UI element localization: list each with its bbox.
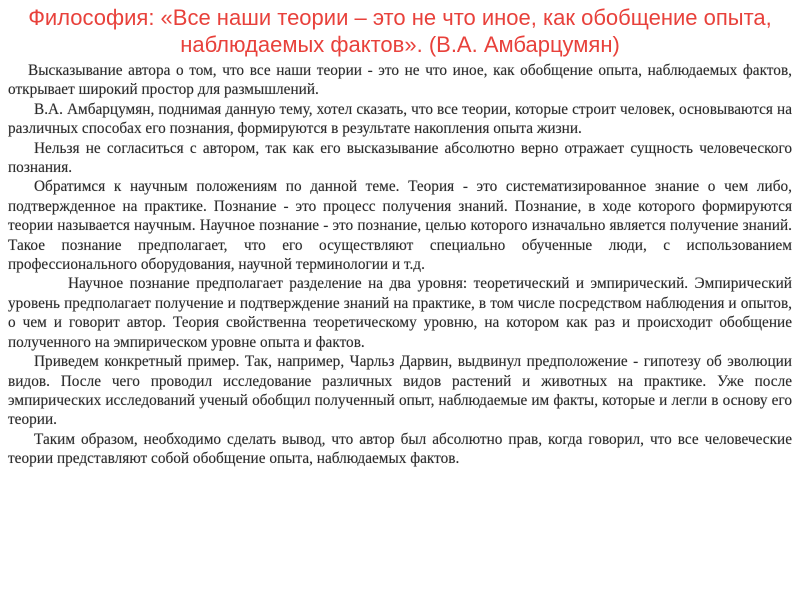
- paragraph: Научное познание предполагает разделение на два уровня: теоретический и эмпирический. Эмпирический уровень предполагает получение и подтверждение знаний на практике, в том числе посредством наблюдения и опытов, о чем и говорит автор. Теория свойственна теоретическому уровню, на котором как раз и происходит обобщение полученного на эмпирическом уровне опыта и фактов.: [8, 275, 792, 351]
- essay-title: [8, 4, 792, 58]
- title-line-1: Философия: «Все наши теории – это не что иное, как обобщение опыта,: [28, 5, 772, 30]
- essay-body: [8, 61, 792, 469]
- paragraph: Нельзя не согласиться с автором, так как его высказывание абсолютно верно отражает сущность человеческого познания.: [8, 139, 792, 177]
- paragraph: Приведем конкретный пример. Так, например, Чарльз Дарвин, выдвинул предположение - гипотезу об эволюции видов. После чего проводил исследование различных видов растений и животных на практике. Уже после эмпирических исследований ученый обобщил полученный опыт, наблюдаемые им факты, которые и легли в основу его теории.: [8, 353, 792, 429]
- paragraph: Таким образом, необходимо сделать вывод, что автор был абсолютно прав, когда говорил, что все человеческие теории представляют собой обобщение опыта, наблюдаемых фактов.: [8, 430, 792, 468]
- paragraph: В.А. Амбарцумян, поднимая данную тему, хотел сказать, что все теории, которые строит человек, основываются на различных способах его познания, формируются в результате накопления опыта жизни.: [8, 100, 792, 138]
- paragraph: Высказывание автора о том, что все наши теории - это не что иное, как обобщение опыта, наблюдаемых фактов, открывает широкий простор для размышлений.: [8, 62, 792, 99]
- title-line-2: наблюдаемых фактов». (В.А. Амбарцумян): [180, 32, 620, 57]
- paragraph: Обратимся к научным положениям по данной теме. Теория - это систематизированное знание о чем либо, подтвержденное на практике. Познание - это процесс получения знаний. Познание, в ходе которого формируются теории называется научным. Научное познание - это познание, целью которого изначально является получение знаний. Такое познание предполагает, что его осуществляют специально обученные люди, с использованием профессионального оборудования, научной терминологии и т.д.: [8, 178, 792, 274]
